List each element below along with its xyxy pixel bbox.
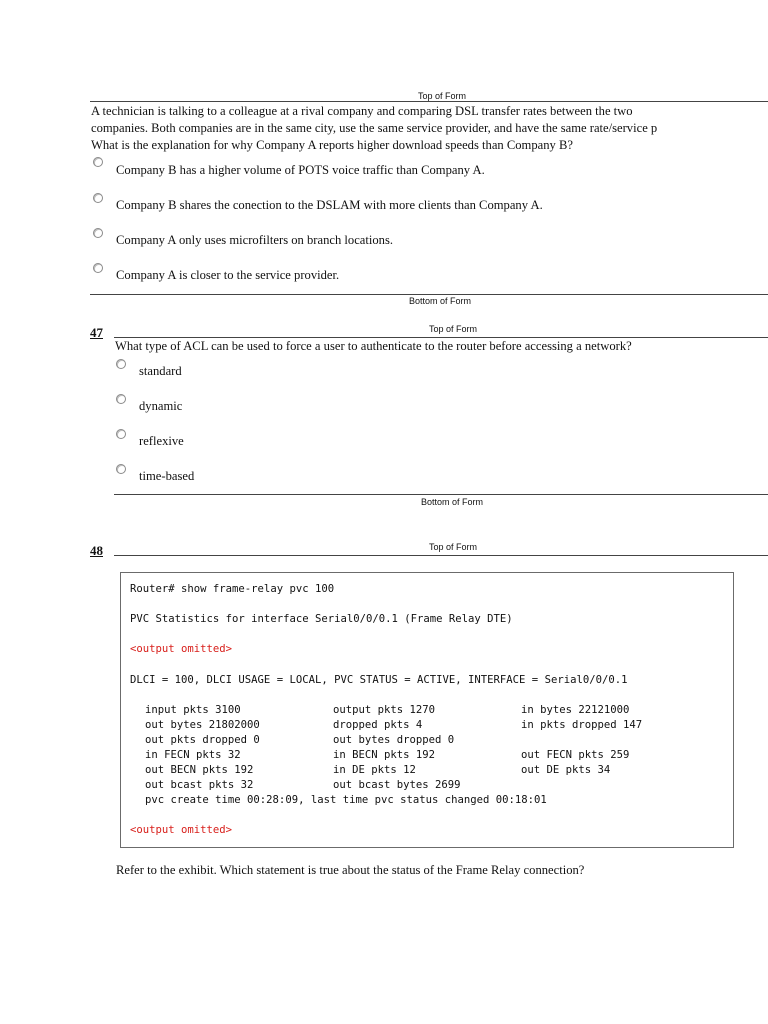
exhibit-stats-header: PVC Statistics for interface Serial0/0/0.1 (Frame Relay DTE) xyxy=(130,613,513,625)
option-label: reflexive xyxy=(139,434,184,448)
exhibit-image xyxy=(120,572,734,848)
question-number: 48 xyxy=(90,543,103,558)
exhibit-stat: in FECN pkts 32 xyxy=(145,749,241,761)
option-label: Company B shares the conection to the DSLAM with more clients than Company A. xyxy=(116,198,543,212)
option-radio[interactable] xyxy=(93,193,103,203)
option-label: Company A only uses microfilters on branch locations. xyxy=(116,233,394,247)
form-top-rule xyxy=(114,555,768,556)
exhibit-stat: input pkts 3100 xyxy=(145,704,241,716)
exhibit-stat: in bytes 22121000 xyxy=(521,704,630,716)
question-text-line: companies. Both companies are in the same city, use the same service provider, and have the same rate/service p xyxy=(91,121,658,135)
exhibit-stat: out bcast bytes 2699 xyxy=(333,779,461,791)
top-of-form-label: Top of Form xyxy=(429,324,478,334)
exhibit-stat: out pkts dropped 0 xyxy=(145,734,260,746)
option-label: dynamic xyxy=(139,399,183,413)
form-top-rule xyxy=(90,101,768,102)
exhibit-stat: out DE pkts 34 xyxy=(521,764,611,776)
exhibit-stat: in BECN pkts 192 xyxy=(333,749,436,761)
top-of-form-label: Top of Form xyxy=(429,542,478,552)
bottom-of-form-label: Bottom of Form xyxy=(421,497,484,507)
question-number: 47 xyxy=(90,325,103,340)
exhibit-stat: in pkts dropped 147 xyxy=(521,719,643,731)
exhibit-stat: out bytes dropped 0 xyxy=(333,734,455,746)
option-label: Company B has a higher volume of POTS voice traffic than Company A. xyxy=(116,163,485,177)
exhibit-stat: output pkts 1270 xyxy=(333,704,436,716)
option-radio[interactable] xyxy=(93,157,103,167)
question-text-line: A technician is talking to a colleague at a rival company and comparing DSL transfer rates between the two xyxy=(91,104,633,118)
top-of-form-label: Top of Form xyxy=(418,91,467,101)
option-radio[interactable] xyxy=(116,429,126,439)
option-radio[interactable] xyxy=(116,464,126,474)
exhibit-create-line: pvc create time 00:28:09, last time pvc status changed 00:18:01 xyxy=(145,794,547,806)
form-bottom-rule xyxy=(90,294,768,295)
exhibit-stat: out FECN pkts 259 xyxy=(521,749,630,761)
bottom-of-form-label: Bottom of Form xyxy=(409,296,472,306)
question-text: What type of ACL can be used to force a user to authenticate to the router before accessing a network? xyxy=(115,339,632,353)
exhibit-dlci-line: DLCI = 100, DLCI USAGE = LOCAL, PVC STATUS = ACTIVE, INTERFACE = Serial0/0/0.1 xyxy=(130,674,628,686)
option-radio[interactable] xyxy=(116,394,126,404)
exhibit-stat: out bytes 21802000 xyxy=(145,719,260,731)
exhibit-stat: dropped pkts 4 xyxy=(333,719,423,731)
option-label: standard xyxy=(139,364,182,378)
exhibit-omitted-note: <output omitted> xyxy=(130,824,233,836)
option-radio[interactable] xyxy=(93,228,103,238)
exhibit-omitted-note: <output omitted> xyxy=(130,643,233,655)
option-label: time-based xyxy=(139,469,195,483)
exhibit-stat: out BECN pkts 192 xyxy=(145,764,254,776)
option-radio[interactable] xyxy=(93,263,103,273)
option-radio[interactable] xyxy=(116,359,126,369)
exhibit-stat: out bcast pkts 32 xyxy=(145,779,254,791)
form-bottom-rule xyxy=(114,494,768,495)
exhibit-stat: in DE pkts 12 xyxy=(333,764,416,776)
question-text: Refer to the exhibit. Which statement is true about the status of the Frame Relay connection? xyxy=(116,863,585,877)
exhibit-command: Router# show frame-relay pvc 100 xyxy=(130,583,335,595)
option-label: Company A is closer to the service provider. xyxy=(116,268,340,282)
question-text-line: What is the explanation for why Company A reports higher download speeds than Company B? xyxy=(91,138,573,152)
